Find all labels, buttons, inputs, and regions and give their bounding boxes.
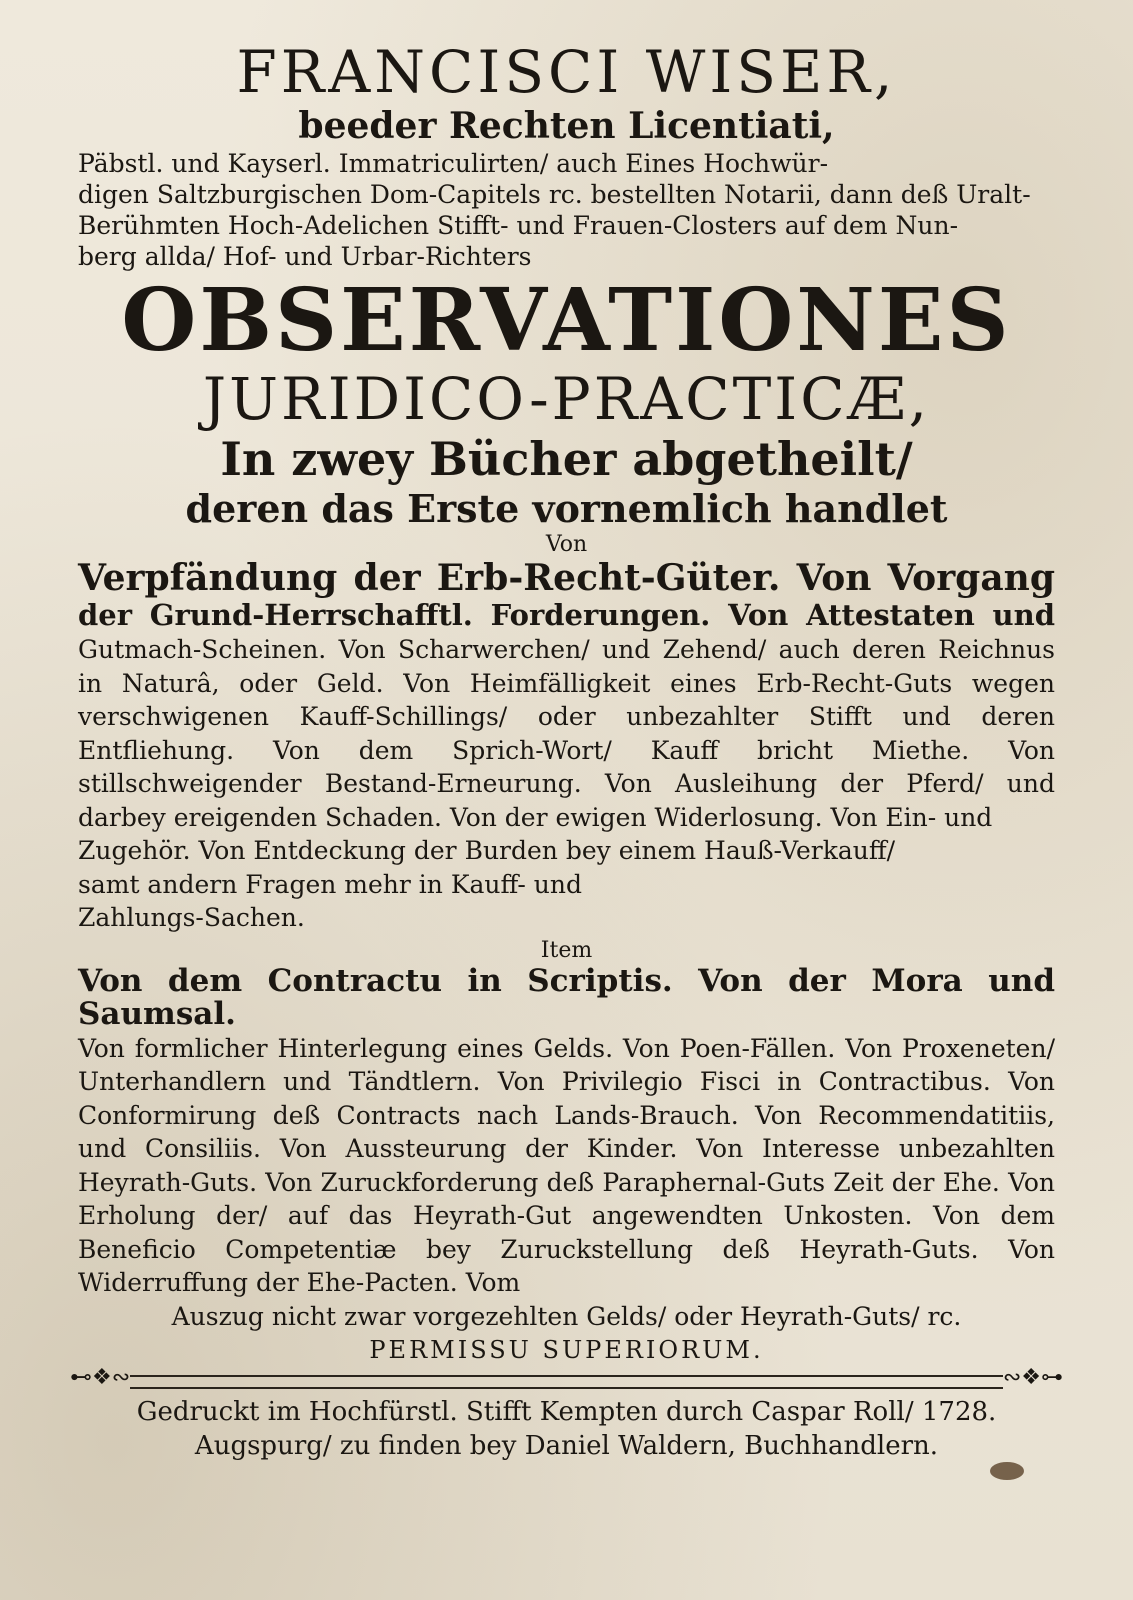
author-description bbox=[78, 148, 1055, 272]
ink-stain bbox=[990, 1462, 1024, 1480]
ornamental-rule bbox=[70, 1365, 1063, 1391]
item-label: Item bbox=[540, 937, 593, 963]
author-name: FRANCISCI WISER, bbox=[236, 38, 897, 106]
ornament-left-icon: ⊷❖∾ bbox=[70, 1365, 131, 1390]
topics-end-line: samt andern Fragen mehr in Kauff- und bbox=[78, 869, 582, 899]
second-section-body: Von formlicher Hinterlegung eines Gelds. Von Poen-Fällen. Von Proxeneten/ Unterhandlern und Tändtlern. Von Privilegio Fisci in Contractibus. Von Conformirung deß Contracts nach Lands-Brauch. Von Recommendatitiis, und Consiliis. Von Aussteurung der Kinder. Von Interesse unbezahlten Heyrath-Guts. Von Zuruckforderung deß Paraphernal-Guts Zeit der Ehe. Von Erholung der/ auf das Heyrath-Gut angewendten Unkosten. Von dem Beneficio Competentiæ bey Zuruckstellung deß Heyrath-Guts. Von Widerruffung der Ehe-Pacten. Vom bbox=[78, 1033, 1055, 1297]
second-section-lead: Von dem Contractu in Scriptis. Von der Mora und Saumsal. bbox=[78, 962, 1055, 1032]
main-subtitle: JURIDICO-PRACTICÆ, bbox=[202, 365, 931, 433]
description-line: digen Saltzburgischen Dom-Capitels rc. bestellten Notarii, dann deß Uralt- bbox=[78, 180, 1031, 209]
von-label: Von bbox=[545, 532, 588, 557]
description-line: Päbstl. und Kayserl. Immatriculirten/ auch Eines Hochwür- bbox=[78, 149, 829, 178]
books-line: In zwey Bücher abgetheilt/ bbox=[220, 432, 913, 486]
imprint-line-1: Gedruckt im Hochfürstl. Stifft Kempten durch Caspar Roll/ 1728. bbox=[136, 1397, 997, 1427]
description-line: Berühmten Hoch-Adelichen Stifft- und Frauen-Closters auf dem Nun- bbox=[78, 211, 959, 240]
description-line: berg allda/ Hof- und Urbar-Richters bbox=[78, 242, 532, 271]
topics-heading-line-1: Verpfändung der Erb-Recht-Güter. Von Vorgang bbox=[78, 557, 1055, 599]
main-title: OBSERVATIONES bbox=[121, 270, 1012, 371]
topics-end-line: Zahlungs-Sachen. bbox=[78, 903, 305, 932]
second-section-end: Auszug nicht zwar vorgezehlten Gelds/ oder Heyrath-Guts/ rc. bbox=[171, 1301, 962, 1331]
topics-heading-line-2: der Grund-Herrschafftl. Forderungen. Von Attestaten und bbox=[78, 598, 1055, 632]
deren-line: deren das Erste vornemlich handlet bbox=[185, 486, 948, 531]
permission-line: PERMISSU SUPERIORUM. bbox=[369, 1336, 764, 1364]
second-section bbox=[78, 962, 1055, 1334]
ornament-right-icon: ∾❖⊶ bbox=[1002, 1365, 1063, 1390]
author-degree: beeder Rechten Licentiati, bbox=[298, 105, 835, 147]
topics-body: Gutmach-Scheinen. Von Scharwerchen/ und Zehend/ auch deren Reichnus in Naturâ, oder Geld. Von Heimfälligkeit eines Erb-Recht-Guts wegen verschwigenen Kauff-Schillings/ oder unbezahlter Stifft und deren Entfliehung. Von dem Sprich-Wort/ Kauff bricht Miethe. Von stillschweigender Bestand-Erneurung. Von Ausleihung der Pferd/ und darbey ereigenden Schaden. Von der ewigen Widerlosung. Von Ein- und bbox=[78, 635, 1055, 832]
imprint-line-2: Augspurg/ zu finden bey Daniel Waldern, Buchhandlern. bbox=[194, 1431, 939, 1461]
topics-end-line: Zugehör. Von Entdeckung der Burden bey einem Hauß-Verkauff/ bbox=[78, 836, 896, 865]
double-rule-lines bbox=[130, 1375, 1003, 1389]
